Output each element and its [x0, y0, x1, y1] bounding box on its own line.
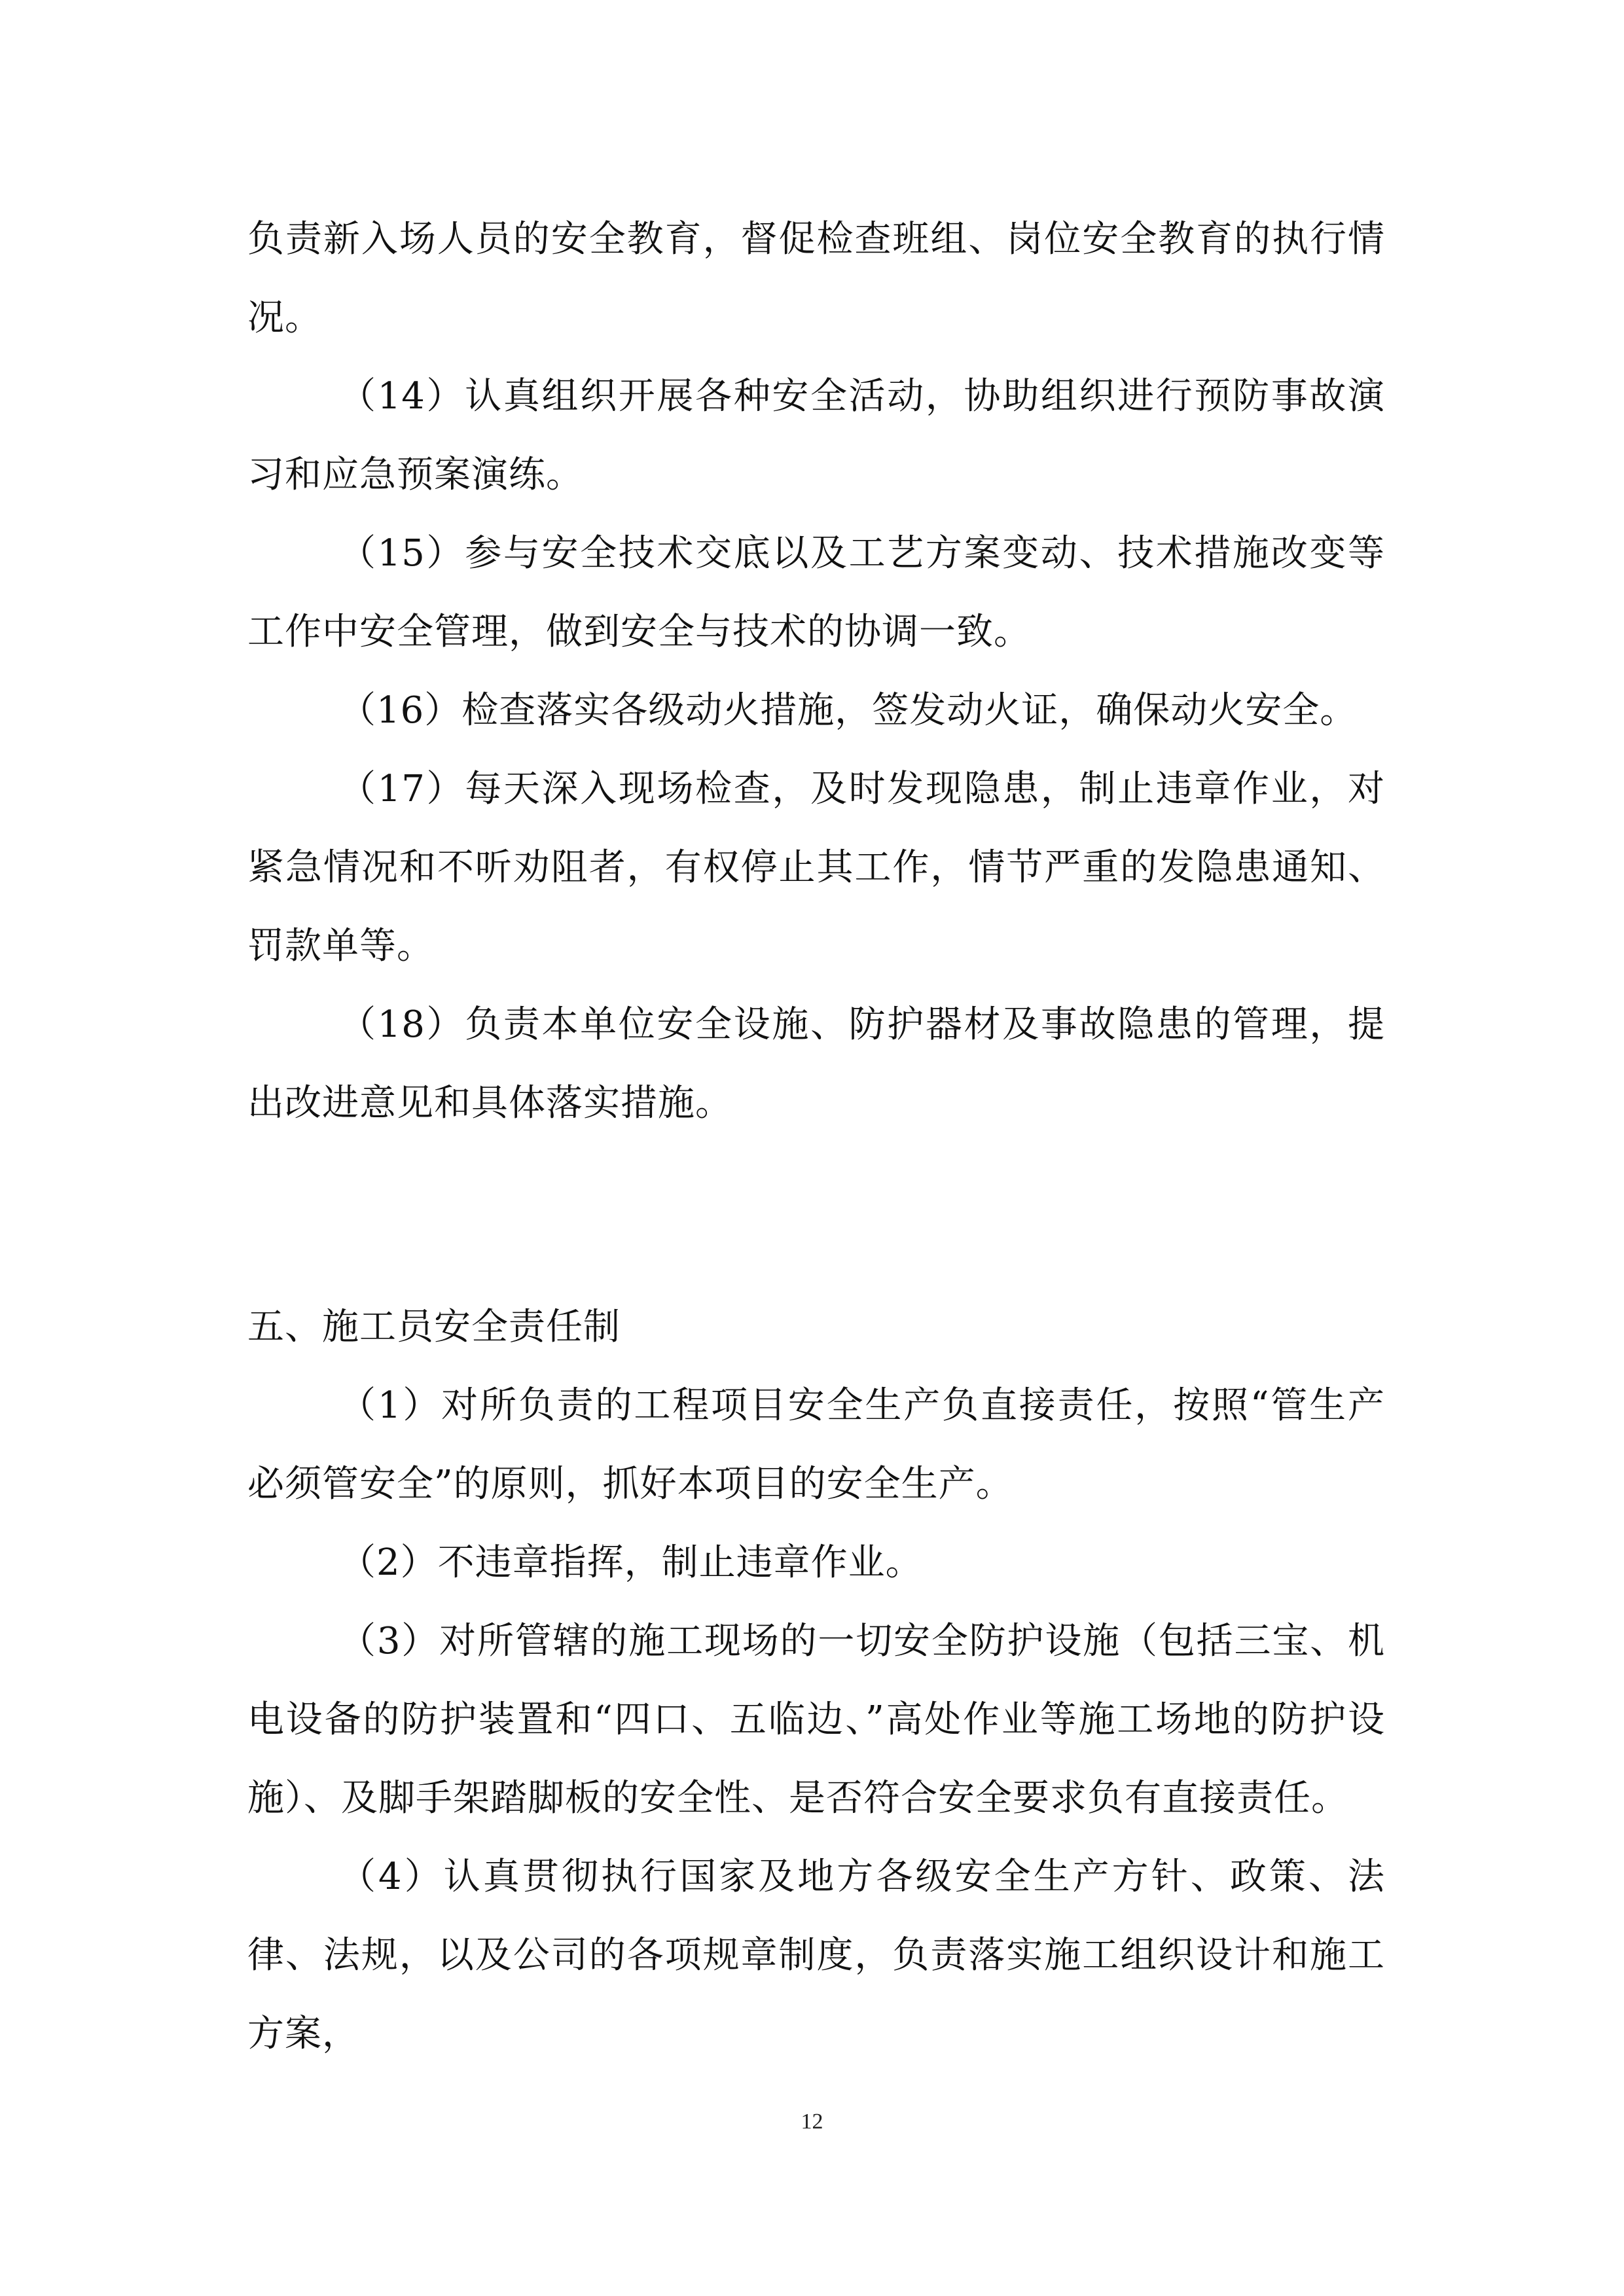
paragraph-continuation: 负责新入场人员的安全教育，督促检查班组、岗位安全教育的执行情况。: [247, 218, 1385, 339]
page-number: 12: [801, 2109, 823, 2134]
section-heading: 五、施工员安全责任制: [247, 1306, 621, 1348]
paragraph-item-3: （3）对所管辖的施工现场的一切安全防护设施（包括三宝、机电设备的防护装置和“四口、五临边、”高处作业等施工场地的防护设施）、及脚手架踏脚板的安全性、是否符合安全要求负有直接责任。: [247, 1620, 1385, 1820]
paragraph-item-2: （2）不违章指挥，制止违章作业。: [339, 1541, 923, 1584]
paragraph-item-17: （17）每天深入现场检查，及时发现隐患，制止违章作业，对紧急情况和不听劝阻者，有权停止其工作，情节严重的发隐患通知、罚款单等。: [247, 768, 1385, 967]
paragraph-item-16: （16）检查落实各级动火措施，签发动火证，确保动火安全。: [339, 689, 1358, 732]
paragraph-item-14: （14）认真组织开展各种安全活动，协助组织进行预防事故演习和应急预案演练。: [247, 375, 1385, 496]
paragraph-item-18: （18）负责本单位安全设施、防护器材及事故隐患的管理，提出改进意见和具体落实措施。: [247, 1003, 1385, 1124]
paragraph-item-1: （1）对所负责的工程项目安全生产负直接责任，按照“管生产必须管安全”的原则，抓好本项目的安全生产。: [247, 1384, 1385, 1505]
upper-text-section: [247, 200, 1385, 1143]
paragraph-item-15: （15）参与安全技术交底以及工艺方案变动、技术措施改变等工作中安全管理，做到安全与技术的协调一致。: [247, 532, 1385, 653]
lower-text-section: [247, 1367, 1385, 2073]
paragraph-item-4: （4）认真贯彻执行国家及地方各级安全生产方针、政策、法律、法规，以及公司的各项规章制度，负责落实施工组织设计和施工方案，: [247, 1856, 1385, 2055]
